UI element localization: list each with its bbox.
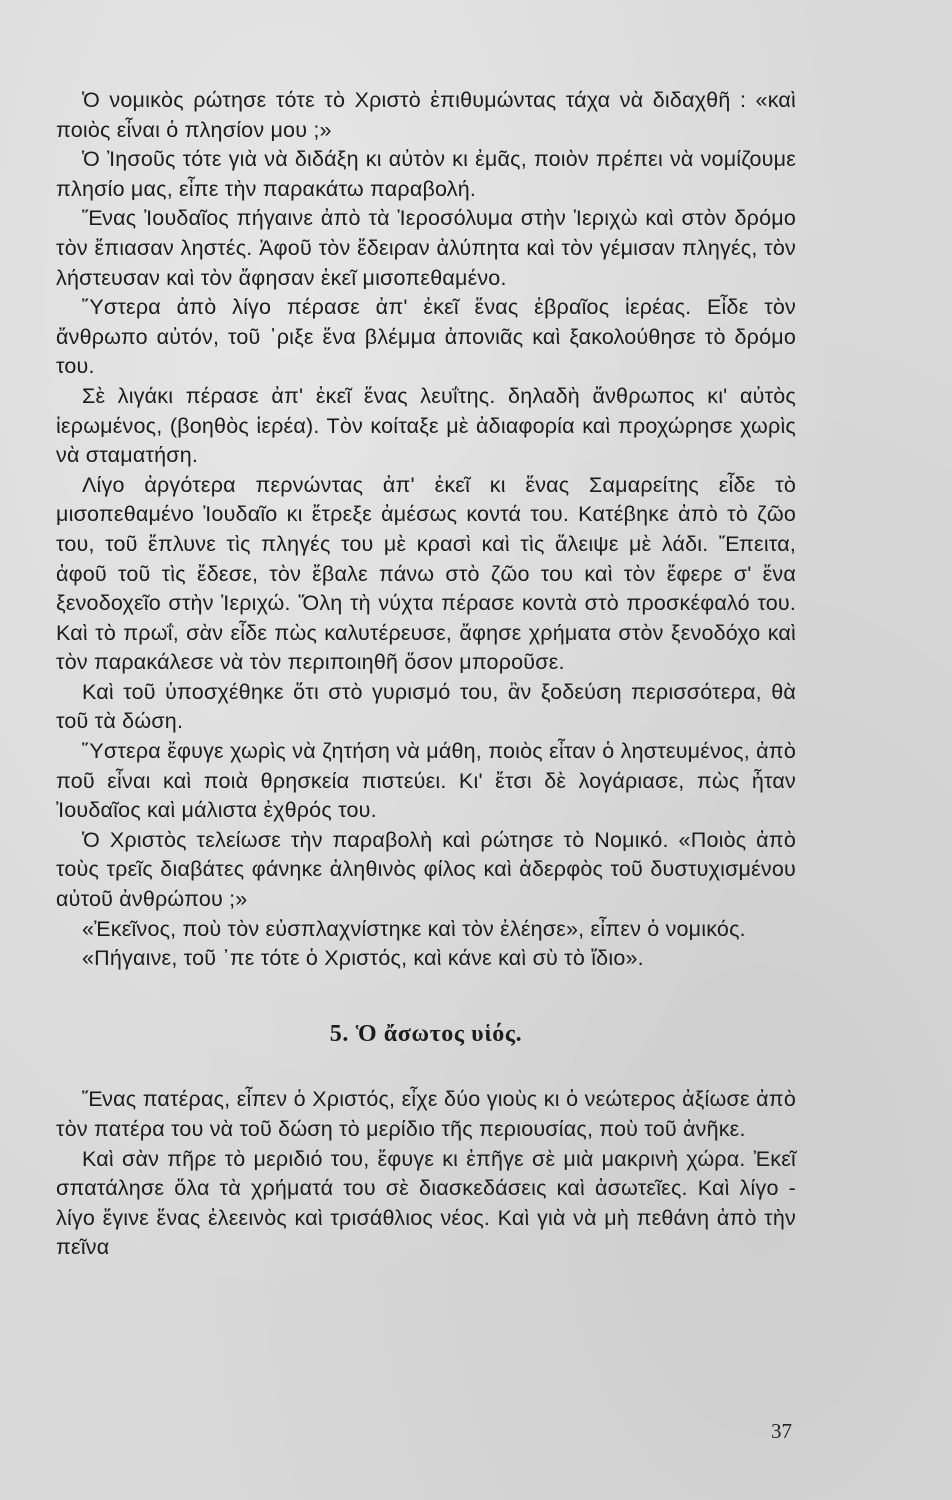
body-text [56,86,796,1263]
paragraph: Ὁ Ἰησοῦς τότε γιὰ νὰ διδάξη κι αὐτὸν κι ἐμᾶς, ποιὸν πρέπει νὰ νομίζουμε πλησίο μας, εἶπε τὴν παρακάτω παραβολή. [56,147,796,201]
paragraph: Ὕστερα ἀπὸ λίγο πέρασε ἀπ' ἐκεῖ ἕνας ἑβραῖος ἱερέας. Εἶδε τὸν ἄνθρωπο αὐτόν, τοῦ ᾽ριξε ἕνα βλέμμα ἀπονιᾶς καὶ ξακολούθησε τὸ δρόμο του. [56,295,796,379]
paragraph: Ἕνας Ἰουδαῖος πήγαινε ἀπὸ τὰ Ἱεροσόλυμα στὴν Ἱεριχὼ καὶ στὸν δρόμο τὸν ἔπιασαν ληστές. Ἀφοῦ τὸν ἔδειραν ἀλύπητα καὶ τὸν γέμισαν πληγές, τὸν λήστευσαν καὶ τὸν ἄφησαν ἐκεῖ μισοπεθαμένο. [56,206,796,290]
paragraph: Ὁ νομικὸς ρώτησε τότε τὸ Χριστὸ ἐπιθυμώντας τάχα νὰ διδαχθῆ : «καὶ ποιὸς εἶναι ὁ πλησίον μου ;» [56,88,796,142]
page-number: 37 [771,1419,792,1443]
paragraph: Ὕστερα ἔφυγε χωρὶς νὰ ζητήση νὰ μάθη, ποιὸς εἶταν ὁ ληστευμένος, ἀπὸ ποῦ εἶναι καὶ ποιὰ θρησκεία πιστεύει. Κι' ἔτσι δὲ λογάριασε, πὼς ἦταν Ἰουδαῖος καὶ μάλιστα ἐχθρός του. [56,739,796,823]
section-heading-text: 5. Ὁ ἄσωτος υἱός. [329,1020,523,1047]
paragraph: Καὶ σὰν πῆρε τὸ μεριδιό του, ἔφυγε κι ἐπῆγε σὲ μιὰ μακρινὴ χώρα. Ἐκεῖ σπατάλησε ὅλα τὰ χρήματά του σὲ διασκεδάσεις καὶ ἀσωτεῖες. Καὶ λίγο - λίγο ἔγινε ἕνας ἐλεεινὸς καὶ τρισάθλιος νέος. Καὶ γιὰ νὰ μὴ πεθάνη ἀπὸ τὴν πεῖνα [56,1146,796,1260]
section-heading [56,1020,796,1050]
paragraph: «Ἐκεῖνος, ποὺ τὸν εὐσπλαχνίστηκε καὶ τὸν ἐλέησε», εἶπεν ὁ νομικός. [82,916,746,941]
paragraph: «Πήγαινε, τοῦ ᾽πε τότε ὁ Χριστός, καὶ κάνε καὶ σὺ τὸ ἴδιο». [82,946,644,971]
paragraph: Λίγο ἀργότερα περνώντας ἀπ' ἐκεῖ κι ἕνας Σαμαρείτης εἶδε τὸ μισοπεθαμένο Ἰουδαῖο κι ἔτρεξε ἀμέσως κοντά του. Κατέβηκε ἀπὸ τὸ ζῶο του, τοῦ ἔπλυνε τὶς πληγές του μὲ κρασὶ καὶ τὶς ἄλειψε μὲ λάδι. Ἔπειτα, ἀφοῦ τοῦ τὶς ἔδεσε, τὸν ἔβαλε πάνω στὸ ζῶο του καὶ τὸν ἔφερε σ' ἕνα ξενοδοχεῖο στὴν Ἱεριχώ. Ὅλη τὴ νύχτα πέρασε κοντὰ στὸ προσκέφαλό του. Καὶ τὸ πρωΐ, σὰν εἶδε πὼς καλυτέρευσε, ἄφησε χρήματα στὸν ξενοδόχο καὶ τὸν παρακάλεσε νὰ τὸν περιποιηθῆ ὅσον μποροῦσε. [56,472,796,675]
paragraph: Ἕνας πατέρας, εἶπεν ὁ Χριστός, εἶχε δύο γιοὺς κι ὁ νεώτερος ἀξίωσε ἀπὸ τὸν πατέρα του νὰ τοῦ δώση τὸ μερίδιο τῆς περιουσίας, ποὺ τοῦ ἀνῆκε. [56,1087,796,1141]
paragraph: Ὁ Χριστὸς τελείωσε τὴν παραβολὴ καὶ ρώτησε τὸ Νομικό. «Ποιὸς ἀπὸ τοὺς τρεῖς διαβάτες φάνηκε ἀληθινὸς φίλος καὶ ἀδερφὸς τοῦ δυστυχισμένου αὐτοῦ ἀνθρώπου ;» [56,827,796,912]
paragraph: Καὶ τοῦ ὑποσχέθηκε ὅτι στὸ γυρισμό του, ἂν ξοδεύση περισσότερα, θὰ τοῦ τὰ δώση. [56,679,796,734]
paragraph: Σὲ λιγάκι πέρασε ἀπ' ἐκεῖ ἕνας λευΐτης. δηλαδὴ ἄνθρωπος κι' αὐτὸς ἱερωμένος, (βοηθὸς ἱερέα). Τὸν κοίταξε μὲ ἀδιαφορία καὶ προχώρησε χωρὶς νὰ σταματήση. [56,383,796,468]
